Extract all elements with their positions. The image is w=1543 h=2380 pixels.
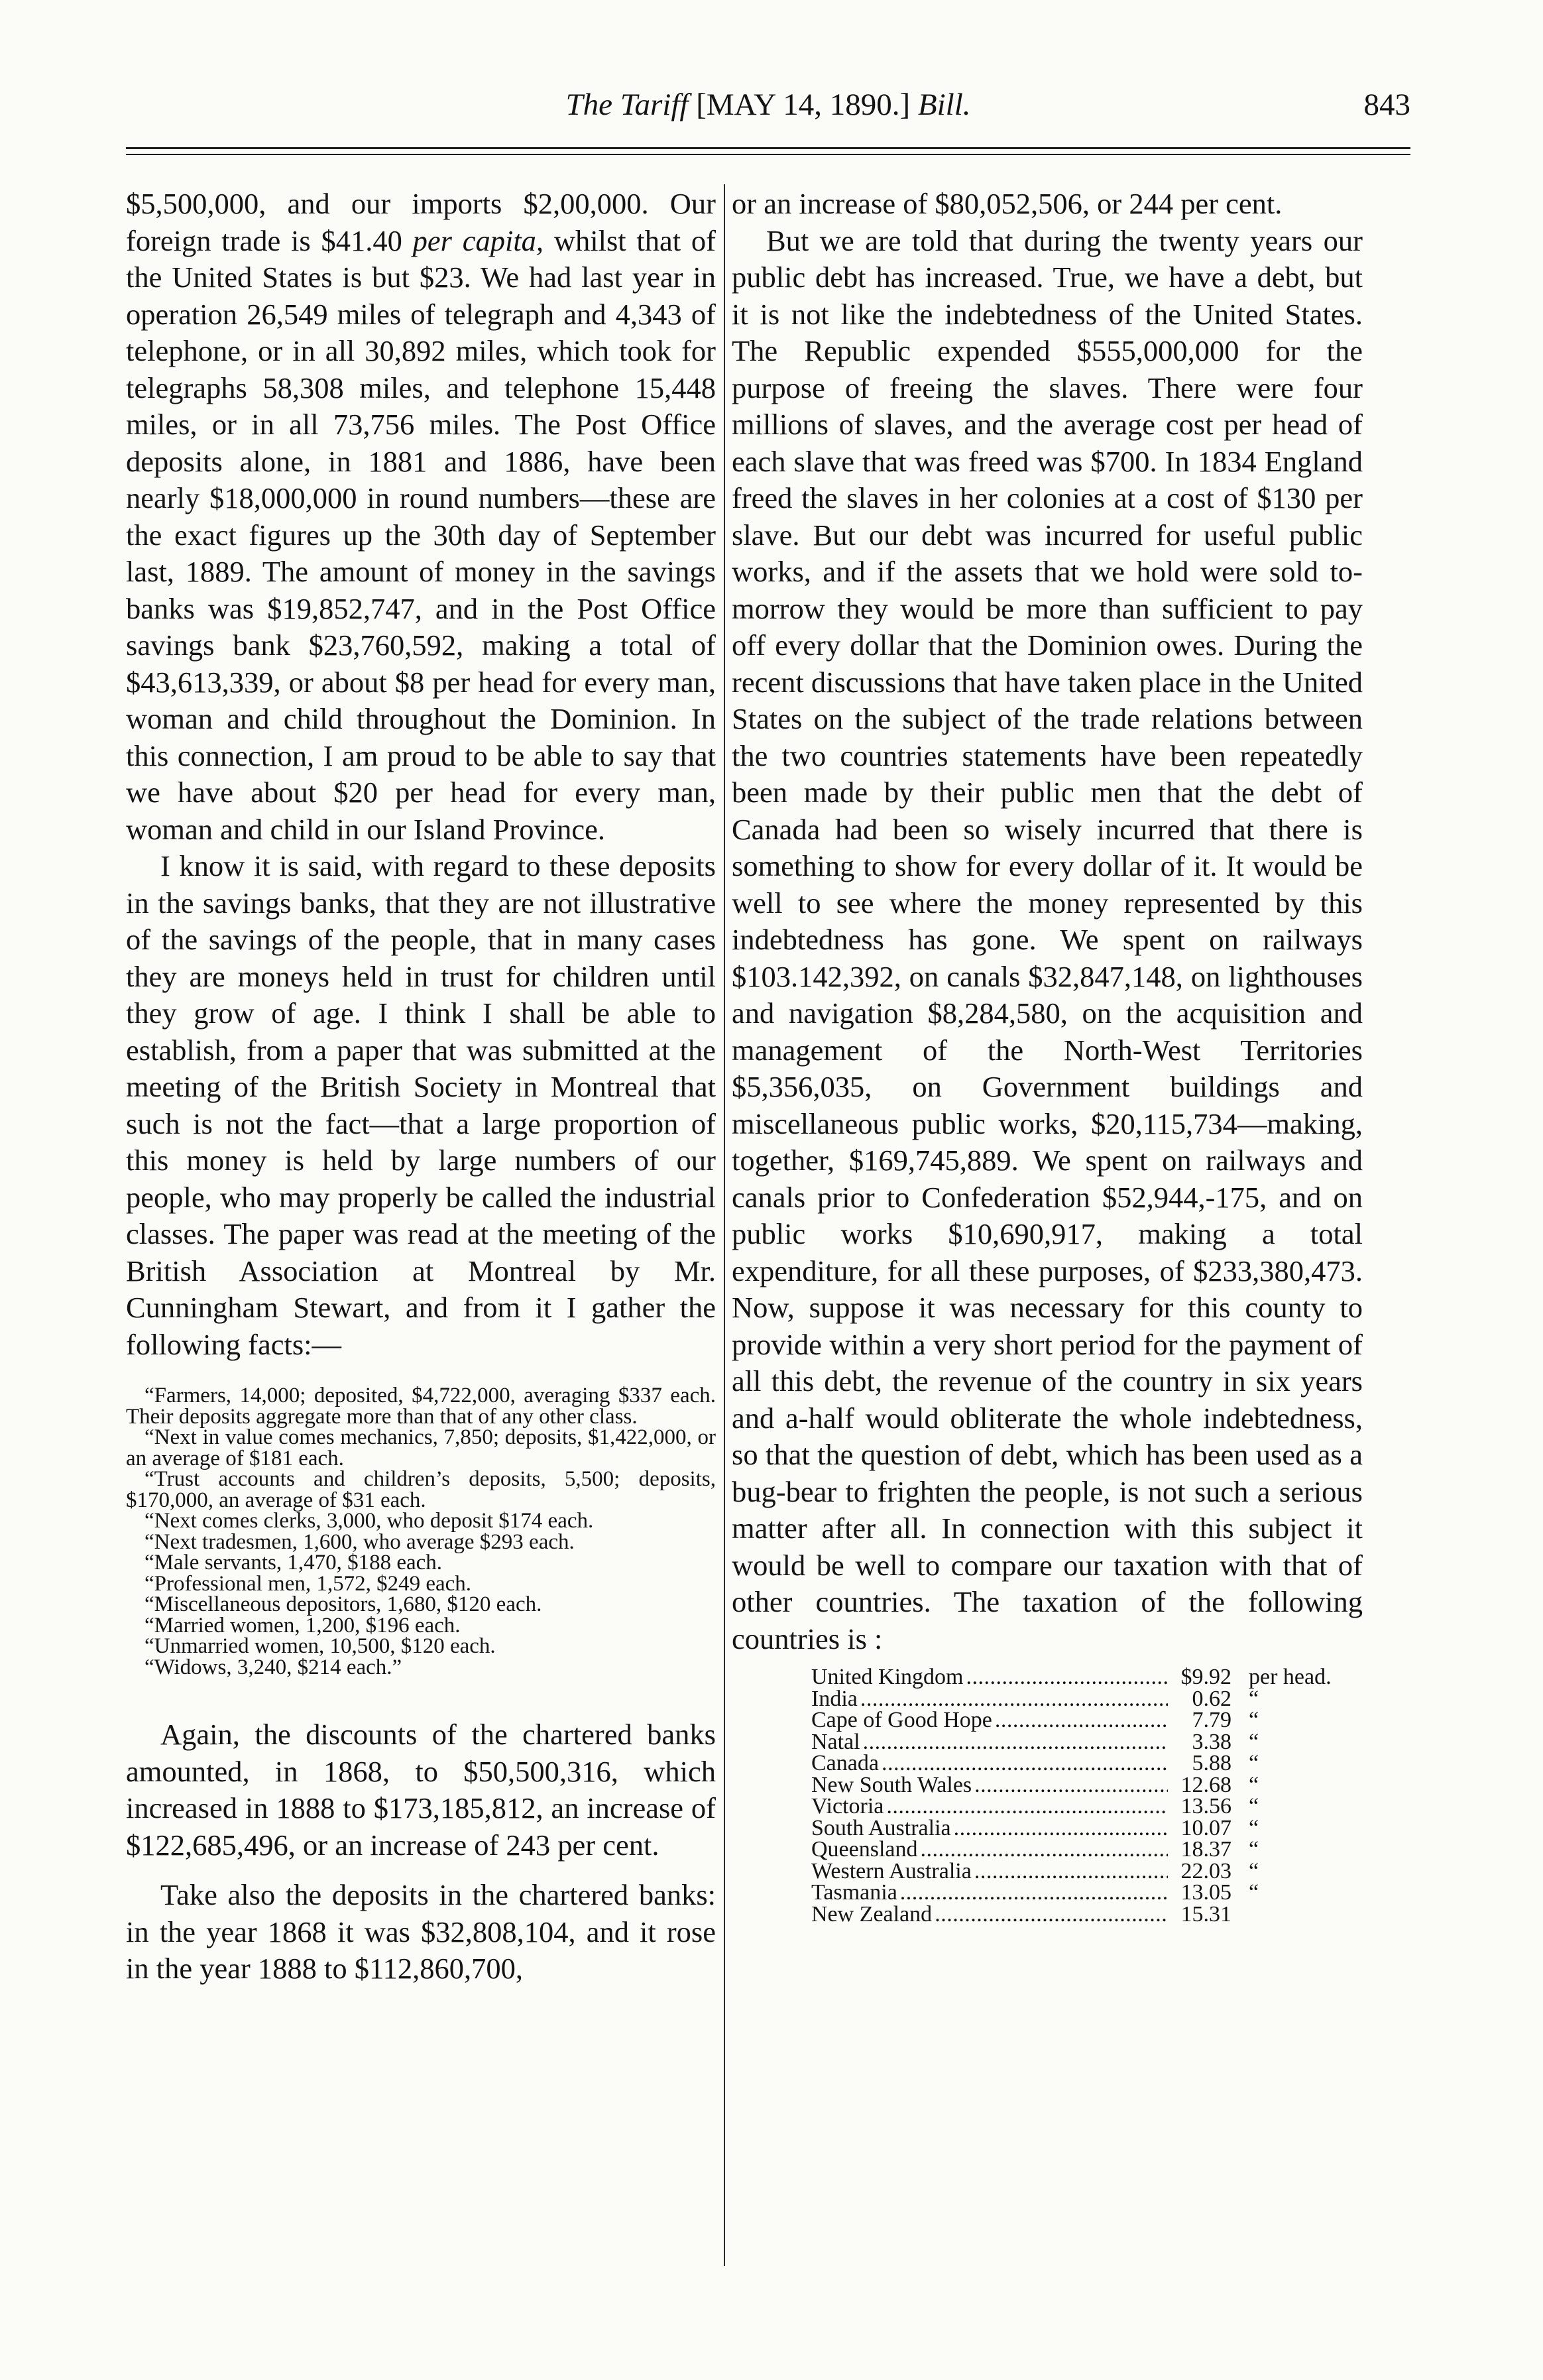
quote-line: “Miscellaneous depositors, 1,680, $120 each. [144, 1592, 542, 1616]
taxation-country: South Australia [811, 1815, 951, 1840]
left-paragraph-1-text-a: $5,500,000, and our imports $2,00,000. Our foreign trade is $41.40 [126, 187, 716, 257]
taxation-value: 5.88 [1192, 1751, 1231, 1775]
taxation-value: 0.62 [1192, 1686, 1231, 1711]
running-head [126, 85, 1410, 131]
taxation-value: 15.31 [1180, 1901, 1231, 1927]
right-paragraph-2: But we are told that during the twenty years our public debt has increased. True, we have a debt, but it is not like the indebtedness of the United States. The Republic expended $555,000,000 for the purpose of freeing the slaves. There were four millions of slaves, and the average cost per head of each slave that was freed was $700. In 1834 England freed the slaves in her colonies at a cost of $130 per slave. But our debt was incurred for useful public works, and if the assets that we hold were sold to-morrow they would be more than sufficient to pay off every dollar that the Dominion owes. During the recent discussions that have taken place in the United States on the subject of the trade relations between the two countries statements have been repeatedly been made by their public men that the debt of Canada had been so wisely incurred that there is something to show for every dollar of it. It would be well to see where the money represented by this indebtedness has gone. We spent on railways $103.142,392, on canals $32,847,148, on lighthouses and navigation $8,284,580, on the acquisition and management of the North-West Territories $5,356,035, on Government buildings and miscellaneous public works, $20,115,734—making, together, $169,745,889. We spent on railways and canals prior to Confederation $52,944,-175, and on public works $10,690,917, making a total expenditure, for all these purposes, of $233,380,473. Now, suppose it was necessary for this county to provide within a very short period for the payment of all this debt, the revenue of the country in six years and a-half would obliterate the whole indebtedness, so that the question of debt, which has been used as a bug-bear to frighten the people, is not such a serious matter after all. In connection with this subject it would be well to compare our taxation with that of other countries. The taxation of the following countries is : [732, 223, 1363, 1655]
taxation-row [811, 1772, 1361, 1797]
taxation-unit: “ [1249, 1772, 1259, 1797]
left-paragraph-4: Take also the deposits in the chartered banks: in the year 1868 it was $32,808,104, and it rose in the year 1888 to $112,860,700, [126, 1878, 716, 1985]
left-paragraph-3: Again, the discounts of the chartered banks amounted, in 1868, to $50,500,316, which increased in 1888 to $173,185,812, an increase of $122,685,496, or an increase of 243 per cent. [126, 1718, 716, 1862]
quote-line: “Widows, 3,240, $214 each.” [144, 1655, 402, 1679]
column-divider [724, 184, 725, 2266]
taxation-table [811, 1667, 1361, 1925]
leader-dots [882, 1753, 1168, 1775]
depositors-quote [126, 1386, 716, 1678]
left-column [126, 186, 716, 1988]
leader-dots [995, 1710, 1168, 1732]
left-paragraph-2: I know it is said, with regard to these deposits in the savings banks, that they are not illustrative of the savings of the people, that in many cases they are moneys held in trust for children until they grow of age. I think I shall be able to establish, from a paper that was submitted at the meeting of the British Society in Montreal that such is not the fact—that a large proportion of this money is held by large numbers of our people, who may properly be called the industrial classes. The paper was read at the meeting of the British Association at Montreal by Mr. Cunningham Stewart, and from it I gather the following facts:— [126, 849, 716, 1361]
taxation-value: 18.37 [1180, 1837, 1231, 1862]
quote-line: “Male servants, 1,470, $188 each. [144, 1551, 443, 1575]
taxation-row [811, 1729, 1361, 1754]
page-number: 843 [1363, 88, 1410, 122]
right-paragraph-1: or an increase of $80,052,506, or 244 per cent. [732, 187, 1283, 220]
quote-line: “Trust accounts and children’s deposits, 5,500; deposits, $170,000, an average of $31 each. [126, 1467, 716, 1512]
leader-dots [966, 1667, 1168, 1689]
taxation-country: India [811, 1686, 858, 1711]
taxation-country: Tasmania [811, 1880, 897, 1905]
taxation-unit: per head. [1249, 1665, 1332, 1689]
taxation-value: 7.79 [1192, 1708, 1231, 1732]
taxation-value: 22.03 [1180, 1858, 1231, 1883]
taxation-country: Canada [811, 1751, 879, 1775]
taxation-value: $9.92 [1180, 1665, 1231, 1689]
taxation-country: Cape of Good Hope [811, 1708, 992, 1732]
leader-dots [974, 1861, 1168, 1883]
leader-dots [863, 1732, 1168, 1754]
taxation-country: New Zealand [811, 1901, 933, 1927]
taxation-unit: “ [1249, 1708, 1259, 1732]
leader-dots [860, 1689, 1168, 1710]
taxation-unit: “ [1249, 1858, 1259, 1883]
taxation-unit: “ [1249, 1794, 1259, 1818]
quote-line: “Unmarried women, 10,500, $120 each. [144, 1634, 496, 1658]
taxation-row [811, 1796, 1361, 1818]
leader-dots [974, 1775, 1168, 1797]
taxation-country: Western Australia [811, 1858, 972, 1883]
taxation-row [811, 1839, 1361, 1861]
quote-line: “Farmers, 14,000; deposited, $4,722,000, averaging $337 each. Their deposits aggregate more than that of any other class. [126, 1384, 716, 1429]
quote-line: “Next tradesmen, 1,600, who average $293 each. [144, 1529, 575, 1554]
taxation-country: Queensland [811, 1837, 918, 1862]
quote-line: “Next in value comes mechanics, 7,850; deposits, $1,422,000, or an average of $181 each. [126, 1425, 716, 1470]
taxation-unit: “ [1249, 1815, 1259, 1840]
taxation-country: Victoria [811, 1794, 884, 1818]
taxation-value: 13.05 [1180, 1880, 1231, 1905]
header-title [126, 85, 1410, 125]
taxation-row [811, 1710, 1361, 1732]
taxation-value: 12.68 [1180, 1772, 1231, 1797]
left-paragraph-1 [126, 186, 716, 848]
taxation-row [811, 1858, 1361, 1883]
leader-dots [886, 1796, 1168, 1818]
leader-dots [935, 1904, 1168, 1926]
taxation-country: Natal [811, 1729, 860, 1754]
taxation-row [811, 1753, 1361, 1775]
quote-line: “Married women, 1,200, $196 each. [144, 1613, 461, 1637]
taxation-row [811, 1901, 1361, 1927]
quote-line: “Next comes clerks, 3,000, who deposit $174 each. [144, 1509, 594, 1533]
taxation-value: 13.56 [1180, 1794, 1231, 1818]
taxation-unit: “ [1249, 1751, 1259, 1775]
taxation-value: 10.07 [1180, 1815, 1231, 1840]
taxation-unit: “ [1249, 1729, 1259, 1754]
header-title-tariff: The Tariff [565, 88, 689, 122]
taxation-country: New South Wales [811, 1772, 972, 1797]
taxation-row [811, 1882, 1361, 1904]
leader-dots [954, 1818, 1168, 1840]
taxation-row [811, 1815, 1361, 1840]
right-column [732, 186, 1363, 1925]
taxation-value: 3.38 [1192, 1729, 1231, 1754]
quote-line: “Professional men, 1,572, $249 each. [144, 1571, 472, 1596]
header-date: [MAY 14, 1890.] [688, 88, 918, 122]
leader-dots [900, 1882, 1168, 1904]
taxation-unit: “ [1249, 1837, 1259, 1862]
taxation-unit: “ [1249, 1686, 1259, 1711]
header-rule-bottom [126, 154, 1410, 155]
taxation-unit: “ [1249, 1880, 1259, 1905]
left-paragraph-1-italic: per capita, [412, 223, 544, 257]
header-title-bill: Bill. [917, 88, 971, 122]
left-paragraph-1-text-b: whilst that of the United States is but $23. We had last year in operation 26,549 miles of telegraph and 4,343 of telephone, or in all 30,892 miles, which took for telegraphs 58,308 miles, and telephone 15,448 miles, or in all 73,756 miles. The Post Office deposits alone, in 1881 and 1886, have been nearly $18,000,000 in round numbers—these are the exact figures up the 30th day of September last, 1889. The amount of money in the savings banks was $19,852,747, and in the Post Office savings bank $23,760,592, making a total of $43,613,339, or about $8 per head for every man, woman and child throughout the Dominion. In this connection, I am proud to be able to say that we have about $20 per head for every man, woman and child in our Island Province. [126, 223, 716, 846]
leader-dots [921, 1839, 1168, 1861]
taxation-row [811, 1667, 1361, 1689]
header-rule-top [126, 147, 1410, 149]
taxation-row [811, 1686, 1361, 1711]
taxation-country: United Kingdom [811, 1665, 964, 1689]
